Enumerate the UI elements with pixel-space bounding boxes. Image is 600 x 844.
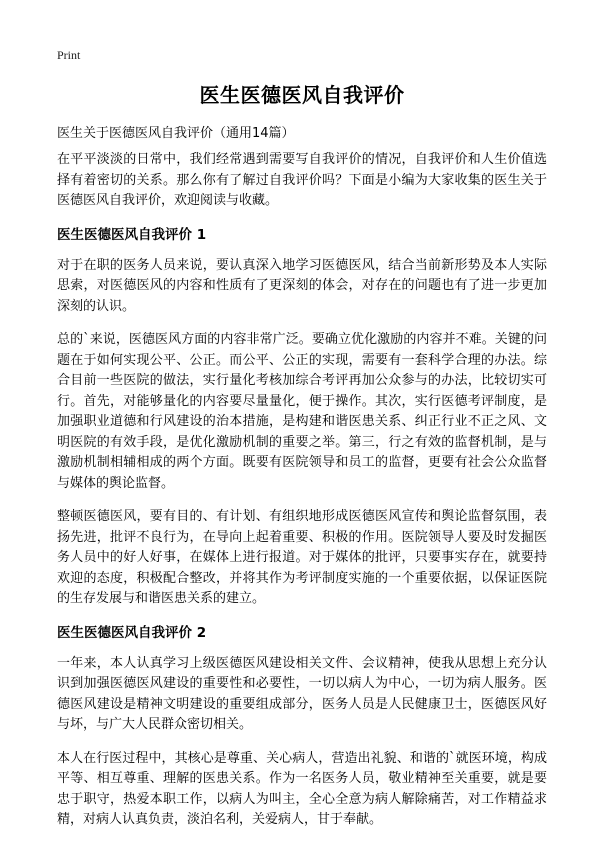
section-heading-1: 医生医德医风自我评价 1	[57, 226, 207, 243]
section-heading-2: 医生医德医风自我评价 2	[57, 624, 207, 641]
section-1-paragraph-2: 总的`来说，医德医风方面的内容非常广泛。要确立优化激励的内容并不难。关键的问题在于如何实现公平、公正。而公平、公正的实现，需要有一套科学合理的办法。综合目前一些医院的做法，实行量化考核加综合考评再加公众参与的办法，比较切实可行。首先，对能够量化的内容要尽量量化，便于操作。其次，实行医德考评制度，是加强职业道德和行风建设的治本措施，是构建和谐医患关系、纠正行业不正之风、文明医院的有效手段，是优化激励机制的重要之举。第三，行之有效的监督机制，是与激励机制相辅相成的两个方面。既要有医院领导和员工的监督，更要有社会公众监督与媒体的舆论监督。	[57, 332, 547, 491]
section-1-paragraph-1: 对于在职的医务人员来说，要认真深入地学习医德医风，结合当前新形势及本人实际思索，对医德医风的内容和性质有了更深刻的体会，对存在的问题也有了进一步更加深刻的认识。	[57, 257, 547, 314]
print-link[interactable]: Print	[57, 48, 81, 62]
intro-paragraph: 在平平淡淡的日常中，我们经常遇到需要写自我评价的情况，自我评价和人生价值选择有着密切的关系。那么你有了解过自我评价吗？下面是小编为大家收集的医生关于医德医风自我评价，欢迎阅读与收藏。	[57, 152, 547, 208]
article-body	[57, 150, 547, 844]
page-subtitle: 医生关于医德医风自我评价（通用14篇）	[57, 126, 295, 141]
page-title: 医生医德医风自我评价	[199, 83, 405, 107]
section-2-paragraph-1: 一年来，本人认真学习上级医德医风建设相关文件、会议精神，使我从思想上充分认识到加强医德医风建设的重要性和必要性，一切以病人为中心，一切为病人服务。医德医风建设是精神文明建设的重要组成部分，医务人员是人民健康卫士，医德医风好与坏，与广大人民群众密切相关。	[57, 655, 547, 732]
section-2-paragraph-2: 本人在行医过程中，其核心是尊重、关心病人，营造出礼貌、和谐的`就医环境，构成平等、相互尊重、理解的医患关系。作为一名医务人员，敬业精神至关重要，就是要忠于职守，热爱本职工作，以病人为叫主，全心全意为病人解除痛苦，对工作精益求精，对病人认真负责，淡泊名利，关爱病人，甘于奉献。	[57, 750, 547, 827]
section-1-paragraph-3: 整顿医德医风，要有目的、有计划、有组织地形成医德医风宣传和舆论监督氛围，表扬先进，批评不良行为，在导向上起着重要、积极的作用。医院领导人要及时发掘医务人员中的好人好事，在媒体上进行报道。对于媒体的批评，只要事实存在，就要持欢迎的态度，积极配合整改，并将其作为考评制度实施的一个重要依据，以保证医院的生存发展与和谐医患关系的建立。	[57, 509, 547, 606]
